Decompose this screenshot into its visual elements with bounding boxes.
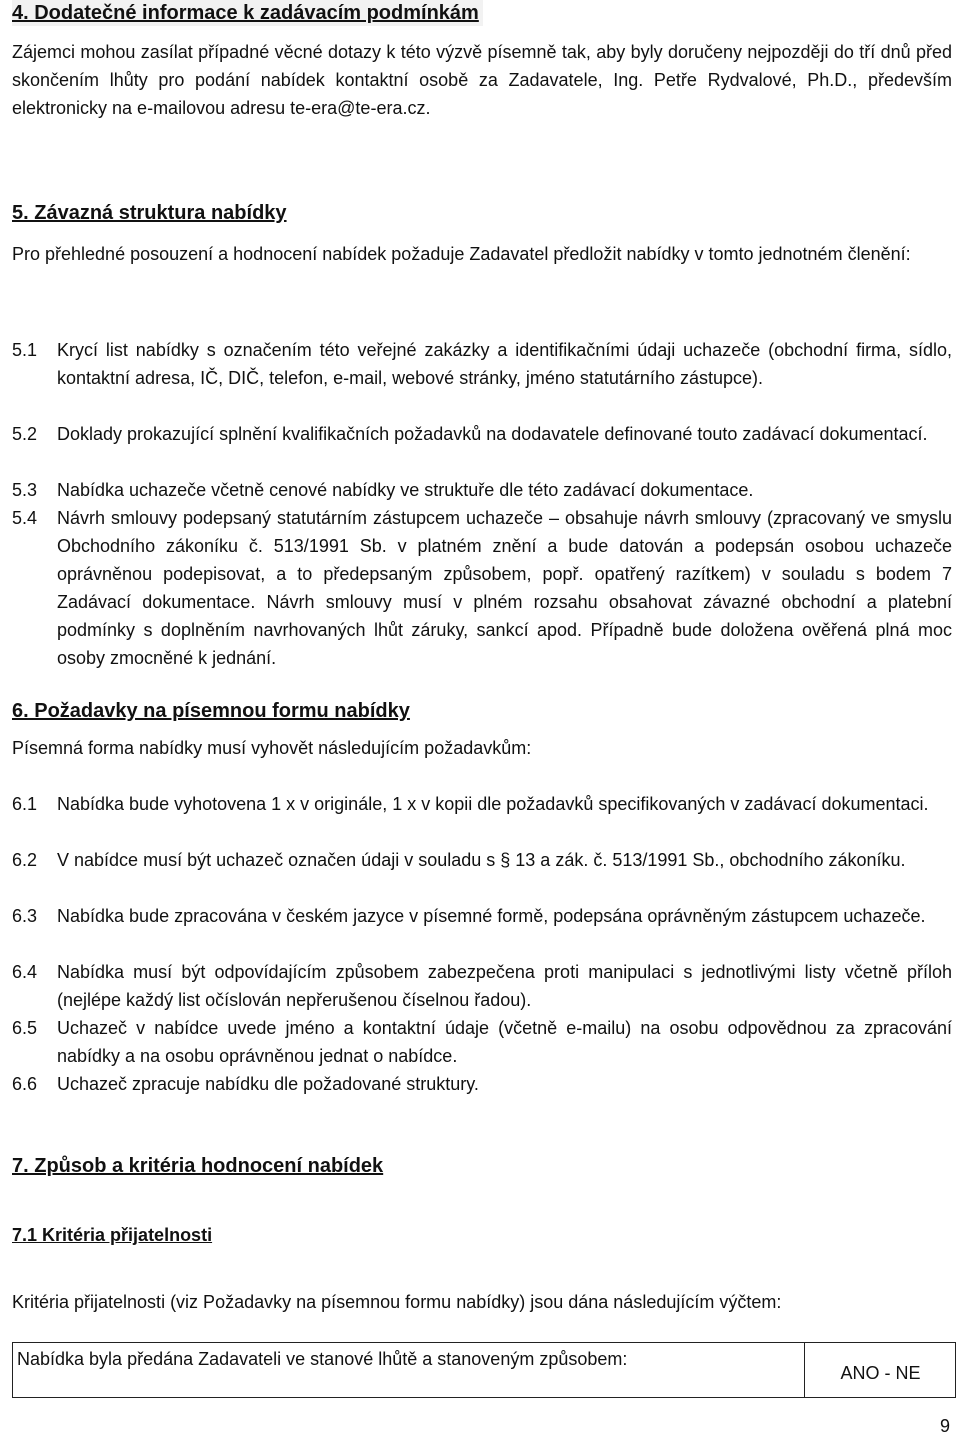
item-text: V nabídce musí být uchazeč označen údaji v souladu s § 13 a zák. č. 513/1991 Sb., obchodního zákoníku. <box>57 850 906 870</box>
list-item-6-2 <box>12 846 952 874</box>
answer-cell: ANO - NE <box>840 1362 921 1383</box>
item-number: 6.1 <box>12 794 38 814</box>
item-number: 5.3 <box>12 480 38 500</box>
item-number: 6.2 <box>12 850 38 870</box>
section-4-text: Zájemci mohou zasílat případné věcné dotazy k této výzvě písemně tak, aby byly doručeny nejpozději do tří dnů před skončením lhůty pro podání nabídek kontaktní osobě za Zadavatele, Ing. Petře Rydvalové, Ph.D., především elektronicky na e-mailovou adresu te-era@te-era.cz. <box>12 42 952 118</box>
section-7-heading: 7. Způsob a kritéria hodnocení nabídek <box>12 1155 384 1177</box>
item-text: Nabídka uchazeče včetně cenové nabídky ve struktuře dle této zadávací dokumentace. <box>57 480 754 500</box>
section-7-intro: Kritéria přijatelnosti (viz Požadavky na písemnou formu nabídky) jsou dána následujícím výčtem: <box>12 1292 782 1312</box>
item-text: Krycí list nabídky s označením této veřejné zakázky a identifikačními údaji uchazeče (obchodní firma, sídlo, kontaktní adresa, IČ, DIČ, telefon, e-mail, webové stránky, jméno statutárního zástupce). <box>57 340 952 388</box>
section-5-heading: 5. Závazná struktura nabídky <box>12 202 287 224</box>
list-item-6-3 <box>12 902 952 930</box>
list-item-5-2 <box>12 420 952 448</box>
page-number: 9 <box>939 1416 950 1436</box>
list-item-6-5 <box>12 1014 952 1070</box>
item-number: 6.4 <box>12 962 38 982</box>
item-number: 6.3 <box>12 906 38 926</box>
item-number: 5.4 <box>12 508 38 528</box>
section-6-intro: Písemná forma nabídky musí vyhovět následujícím požadavkům: <box>12 738 532 758</box>
item-number: 5.1 <box>12 340 38 360</box>
item-text: Nabídka bude zpracována v českém jazyce v písemné formě, podepsána oprávněným zástupcem uchazeče. <box>57 906 926 926</box>
section-4-heading: 4. Dodatečné informace k zadávacím podmínkám <box>12 0 483 26</box>
list-item-5-4 <box>12 504 952 672</box>
item-text: Nabídka bude vyhotovena 1 x v originále, 1 x v kopii dle požadavků specifikovaných v zadávací dokumentaci. <box>57 794 929 814</box>
item-text: Nabídka musí být odpovídajícím způsobem zabezpečena proti manipulaci s jednotlivými listy včetně příloh (nejlépe každý list očíslován nepřerušenou číselnou řadou). <box>57 962 952 1010</box>
section-5-intro: Pro přehledné posouzení a hodnocení nabídek požaduje Zadavatel předložit nabídky v tomto jednotném členění: <box>12 244 911 264</box>
list-item-5-1 <box>12 336 952 392</box>
item-number: 6.5 <box>12 1018 38 1038</box>
list-item-6-1 <box>12 790 952 818</box>
list-item-5-3 <box>12 476 952 504</box>
item-text: Návrh smlouvy podepsaný statutárním zástupcem uchazeče – obsahuje návrh smlouvy (zpracovaný ve smyslu Obchodního zákoníku č. 513/1991 Sb. v platném znění a bude datován a podepsán osobou uchazeče oprávněnou podepisovat, a to předepsaným způsobem, popř. opatřený razítkem) v souladu s bodem 7 Zadávací dokumentace. Návrh smlouvy musí v plném rozsahu obsahovat závazné obchodní a platební podmínky s doplněním navrhovaných lhůt záruky, sankcí apod. Případně bude doložena ověřená plná moc osoby zmocněné k jednání. <box>57 508 952 668</box>
list-item-6-4 <box>12 958 952 1014</box>
item-number: 5.2 <box>12 424 38 444</box>
subsection-7-1-heading: 7.1 Kritéria přijatelnosti <box>12 1225 213 1245</box>
item-text: Uchazeč v nabídce uvede jméno a kontaktní údaje (včetně e-mailu) na osobu odpovědnou za zpracování nabídky a na osobu oprávněnou jednat o nabídce. <box>57 1018 952 1066</box>
item-text: Doklady prokazující splnění kvalifikačních požadavků na dodavatele definované touto zadávací dokumentací. <box>57 424 928 444</box>
criteria-table <box>12 1342 956 1398</box>
list-item-6-6 <box>12 1070 952 1098</box>
item-text: Uchazeč zpracuje nabídku dle požadované struktury. <box>57 1074 479 1094</box>
criteria-cell: Nabídka byla předána Zadavateli ve stanové lhůtě a stanoveným způsobem: <box>13 1343 805 1397</box>
section-6-heading: 6. Požadavky na písemnou formu nabídky <box>12 700 410 722</box>
item-number: 6.6 <box>12 1074 38 1094</box>
